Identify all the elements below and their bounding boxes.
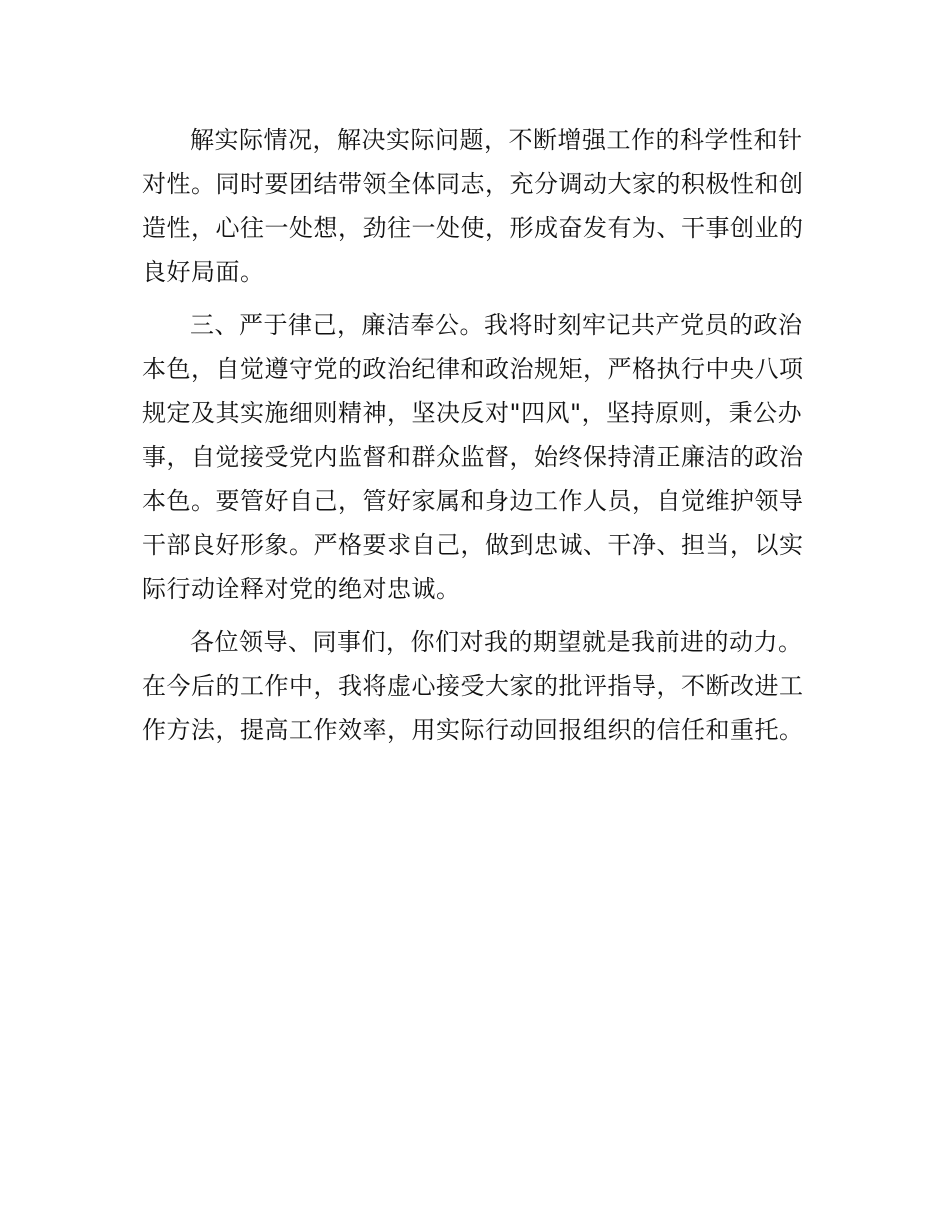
text-line: 本色，自觉遵守党的政治纪律和政治规矩，严格执行中央八项 xyxy=(142,355,804,383)
text-line: 作方法，提高工作效率，用实际行动回报组织的信任和重托。 xyxy=(142,716,804,744)
text-line: 规定及其实施细则精神，坚决反对"四风"，坚持原则，秉公办 xyxy=(142,399,803,427)
text-line: 良好局面。 xyxy=(142,258,265,286)
text-line: 三、严于律己，廉洁奉公。我将时刻牢记共产党员的政治 xyxy=(190,311,803,339)
text-line: 在今后的工作中，我将虚心接受大家的批评指导，不断改进工 xyxy=(142,672,804,700)
paragraph-1 xyxy=(142,118,814,294)
paragraph-3 xyxy=(142,620,814,752)
text-line: 际行动诠释对党的绝对忠诚。 xyxy=(142,575,461,603)
text-line: 各位领导、同事们，你们对我的期望就是我前进的动力。 xyxy=(190,628,803,656)
text-line: 事，自觉接受党内监督和群众监督，始终保持清正廉洁的政治 xyxy=(142,443,804,471)
document-body xyxy=(142,118,814,752)
text-line: 对性。同时要团结带领全体同志，充分调动大家的积极性和创 xyxy=(142,170,804,198)
text-line: 干部良好形象。严格要求自己，做到忠诚、干净、担当，以实 xyxy=(142,531,804,559)
text-line: 解实际情况，解决实际问题，不断增强工作的科学性和针 xyxy=(190,126,803,154)
text-line: 造性，心往一处想，劲往一处使，形成奋发有为、干事创业的 xyxy=(142,214,804,242)
paragraph-2 xyxy=(142,303,814,611)
text-line: 本色。要管好自己，管好家属和身边工作人员，自觉维护领导 xyxy=(142,487,804,515)
